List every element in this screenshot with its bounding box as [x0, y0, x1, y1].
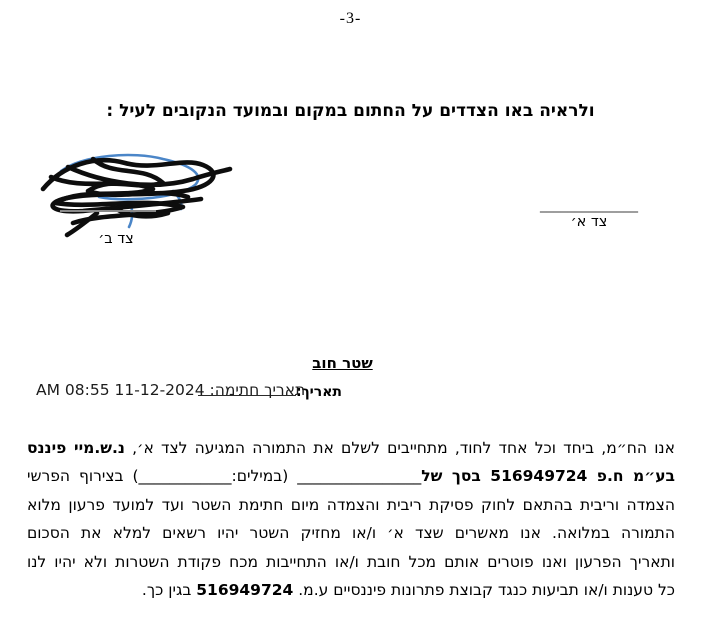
party-b-label: צד ב׳ [98, 231, 134, 247]
signature-date-stamp: תאריך חתימה: 11-12-2024 08:55 AM [36, 381, 306, 399]
party-a-signature-block [531, 199, 647, 230]
paragraph-line [27, 519, 675, 547]
date-label: תאריך: [296, 384, 342, 400]
paragraph-line [27, 491, 675, 519]
paragraph-line [27, 462, 675, 490]
signature-line-party-b [60, 210, 156, 212]
paragraph-segment: נ.ש.מיי פיננס [27, 439, 125, 457]
paragraph-segment: התמורה במלואה. אנו מאשרים שצד א׳ ו/או מחזיק השטר יהיו רשאים למלא את הסכום [27, 524, 675, 543]
paragraph-line [27, 548, 675, 576]
party-a-label: צד א׳ [570, 214, 608, 230]
promissory-note-title: שטר חוב [312, 354, 373, 372]
paragraph-segment: כל טענות ו/או תביעות כנגד קבוצת פתרונות פיננסיים ע.מ. [293, 581, 675, 600]
paragraph-segment: אנו הח״מ, ביחד וכל אחד לחוד, מתחייבים לשלם את התמורה המגיעה לצד א׳, [124, 439, 675, 457]
obligation-paragraph [27, 434, 675, 604]
paragraph-segment: ותאריך הפרעון ואנו פוטרים אותם מכל חובת ו/או התחייבות מכח פקודת השטרות ולא יהיו לנו [27, 552, 675, 571]
paragraph-segment: ________________ (במילים:____________) בצירוף הפרשי [27, 467, 422, 486]
paragraph-segment: 516949724 [196, 581, 294, 600]
signature-line-party-a: ______________ [540, 197, 638, 213]
paragraph-segment: בע״מ ח.פ 516949724 בסך של [421, 467, 675, 486]
paragraph-line [27, 434, 675, 462]
page-number: -3- [339, 10, 362, 27]
paragraph-segment: בגין כך. [141, 581, 197, 600]
witness-clause-heading: ולראיה באו הצדדים על החתום במקום ובמועד הנקובים לעיל : [106, 101, 595, 121]
signature-scribble-icon [33, 147, 233, 239]
paragraph-line [27, 576, 675, 604]
paragraph-segment: הצמדה וריבית בהתאם לחוק פסיקת ריבית והצמדה מיום חתימת השטר ועד למועד פרעון מלוא [27, 495, 675, 514]
